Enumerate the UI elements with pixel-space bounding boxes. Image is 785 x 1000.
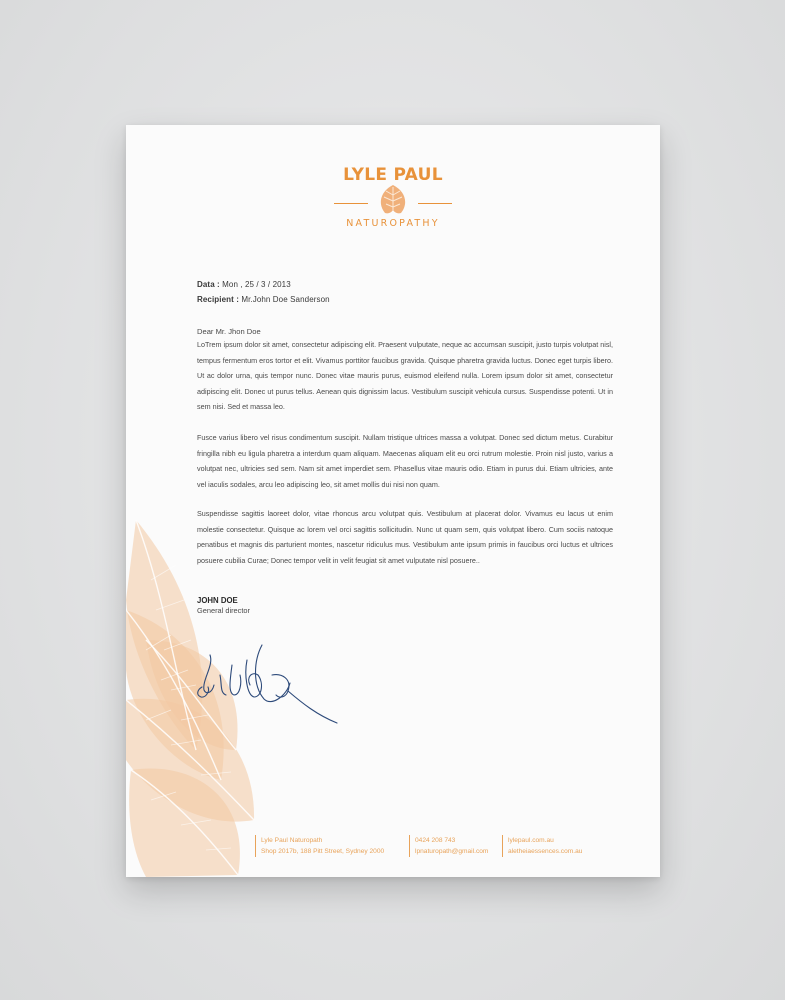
footer-email[interactable]: lpnaturopath@gmail.com [415,848,489,855]
salutation: Dear Mr. Jhon Doe [197,327,261,336]
date-value: Mon , 25 / 3 / 2013 [222,280,291,289]
footer-company: Lyle Paul Naturopath [261,837,323,844]
logo-divider-left [334,203,368,204]
recipient-line [197,295,330,304]
footer-phone: 0424 208 743 [415,837,456,844]
logo-tagline: NATUROPATHY [346,218,440,229]
footer-address-block [255,835,384,857]
recipient-value: Mr.John Doe Sanderson [241,295,330,304]
signer-title: General director [197,606,250,615]
signer-name: JOHN DOE [197,596,238,605]
logo-divider-right [418,203,452,204]
footer-website-1[interactable]: lylepaul.com.au [508,837,554,844]
footer-contact-block [409,835,488,857]
letterhead-page [126,125,660,877]
leaf-icon [373,183,413,217]
signature [192,635,342,725]
recipient-label: Recipient : [197,295,239,304]
footer-website-2[interactable]: aletheiaessences.com.au [508,848,583,855]
date-label: Data : [197,280,220,289]
body-paragraph-1: LoTrem ipsum dolor sit amet, consectetur adipiscing elit. Praesent vulputate, neque ac accumsan suscipit, justo turpis volutpat nisl, tempus fermentum eros tortor et elit. Vivamus porttitor faucibus gravida. Quisque pharetra gravida luctus. Donec eget turpis libero. Ut ac dolor urna, quis tempor nunc. Donec vitae mauris purus, euismod eleifend nulla. Lorem ipsum dolor sit amet, consectetur adipiscing elit. Donec ut purus tellus. Aenean quis dignissim lacus. Vestibulum suscipit vehicula cursus. Suspendisse potenti. Ut in sem nisi. Sed et massa leo. [197,340,614,412]
logo-name: LYLE PAUL [343,165,443,185]
company-logo [326,165,460,233]
footer-address: Shop 2017b, 188 Pitt Street, Sydney 2000 [261,848,385,855]
body-paragraph-3: Suspendisse sagittis laoreet dolor, vitae rhoncus arcu volutpat quis. Vestibulum at placerat dolor. Vivamus eu lacus ut enim molestie consectetur. Quisque ac lorem vel orci sagittis sollicitudin. Nunc ut quam sem, quis volutpat libero. Cum sociis natoque penatibus et magnis dis parturient montes, nascetur ridiculus mus. Vestibulum ante ipsum primis in faucibus orci luctus et ultrices posuere cubilia Curae; Donec tempor velit in velit feugiat sit amet vulputate nisl posuere.. [197,509,613,565]
footer-web-block [502,835,582,857]
date-line [197,280,291,289]
body-paragraph-2: Fusce varius libero vel risus condimentum suscipit. Nullam tristique ultrices massa a volutpat. Donec sed dictum metus. Curabitur fringilla nibh eu ligula pharetra a interdum quam aliquam. Maecenas aliquam elit eu orci rutrum molestie. Proin nisl justo, varius a volutpat nec, ultricies sed sem. Nam sit amet imperdiet sem. Phasellus vitae mauris odio. Etiam in purus dui. Etiam ultricies, ante vel iaculis sodales, arcu leo adipiscing leo, sit amet mollis dui nisi non quam. [197,433,613,489]
